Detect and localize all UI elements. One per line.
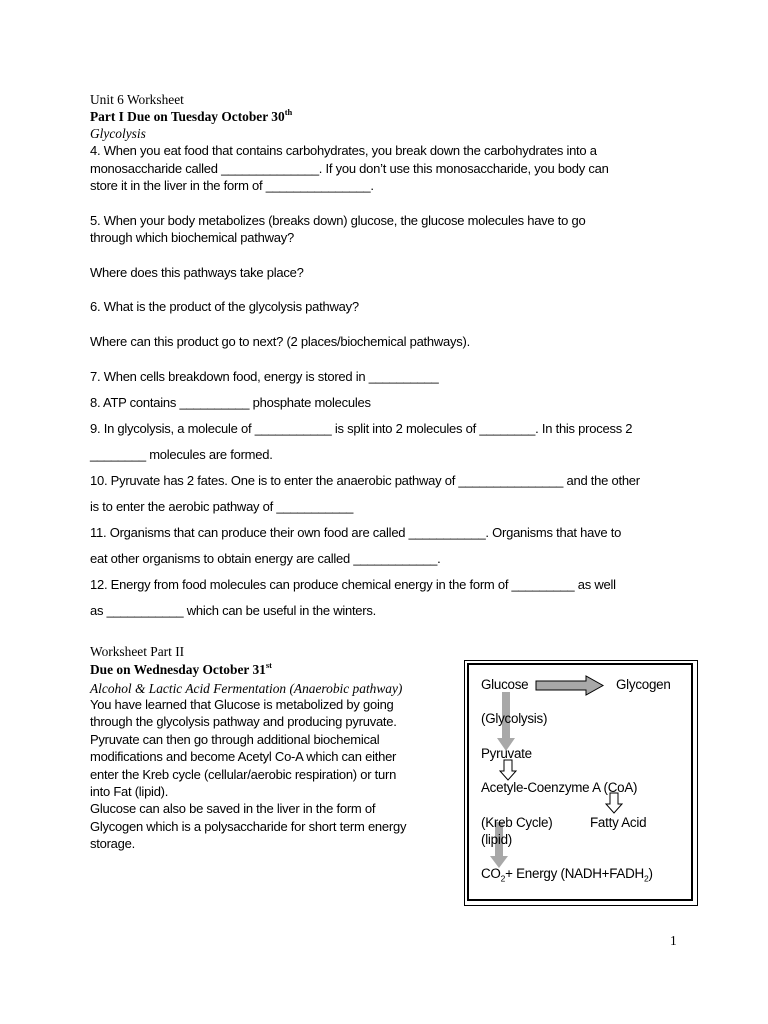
- paragraph-line: Glycogen which is a polysaccharide for short term energy: [90, 818, 407, 834]
- q4-line2: monosaccharide called ______________. If you don’t use this monosaccharide, you body can: [90, 161, 609, 176]
- diagram-lipid-label: (lipid): [481, 832, 512, 847]
- fadh-sub: 2: [643, 873, 649, 884]
- q11-line1: 11. Organisms that can produce their own food are called ___________. Organisms that have to: [90, 525, 622, 540]
- co2-sub: 2: [500, 873, 506, 884]
- paragraph-line: enter the Kreb cycle (cellular/aerobic respiration) or turn: [90, 766, 397, 782]
- diagram-glucose-label: Glucose: [481, 677, 529, 692]
- paragraph-line: into Fat (lipid).: [90, 784, 169, 800]
- paragraph-line: modifications and become Acetyl Co-A which can either: [90, 749, 397, 765]
- q5-line2: through which biochemical pathway?: [90, 230, 294, 245]
- arrow-pyruvate-to-acetyl-icon: [500, 760, 516, 780]
- part2-due-text: Due on Wednesday October 31: [90, 662, 266, 677]
- co2-end: ): [648, 866, 653, 881]
- page-number: 1: [670, 933, 677, 948]
- diagram-co2-energy-label: [481, 866, 653, 884]
- q12-line1: 12. Energy from food molecules can produce chemical energy in the form of _________ as well: [90, 577, 616, 592]
- q12-line2: as ___________ which can be useful in the winters.: [90, 603, 376, 618]
- paragraph-line: Glucose can also be saved in the liver in the form of: [90, 801, 376, 817]
- diagram-glycolysis-label: (Glycolysis): [481, 711, 548, 726]
- q4-line1: 4. When you eat food that contains carbohydrates, you break down the carbohydrates into a: [90, 143, 597, 158]
- arrow-glucose-to-glycogen-icon: [536, 676, 603, 695]
- q10-line1: 10. Pyruvate has 2 fates. One is to enter the anaerobic pathway of _______________ and the other: [90, 473, 640, 488]
- co2-mid: + Energy (NADH+FADH: [505, 866, 644, 881]
- diagram-pyruvate-label: Pyruvate: [481, 746, 532, 761]
- q9-line2: ________ molecules are formed.: [90, 447, 273, 462]
- diagram-kreb-cycle-label: (Kreb Cycle): [481, 815, 553, 830]
- q5-followup: Where does this pathways take place?: [90, 265, 304, 280]
- q7: 7. When cells breakdown food, energy is stored in __________: [90, 369, 439, 384]
- paragraph-line: You have learned that Glucose is metabolized by going: [90, 697, 394, 712]
- q10-line2: is to enter the aerobic pathway of ___________: [90, 499, 354, 514]
- arrow-acetyl-to-fatty-acid-icon: [606, 793, 622, 813]
- q6-followup: Where can this product go to next? (2 places/biochemical pathways).: [90, 334, 470, 349]
- paragraph-line: through the glycolysis pathway and producing pyruvate.: [90, 714, 397, 730]
- co2-prefix: CO: [481, 866, 501, 881]
- diagram-fatty-acid-label: Fatty Acid: [590, 815, 647, 830]
- diagram-glycogen-label: Glycogen: [616, 677, 671, 692]
- paragraph-line: Pyruvate can then go through additional biochemical: [90, 731, 380, 747]
- section-glycolysis: Glycolysis: [90, 126, 146, 141]
- q6: 6. What is the product of the glycolysis pathway?: [90, 299, 359, 314]
- part1-due-sup: th: [284, 106, 293, 117]
- diagram-acetyl-coa-label: Acetyle-Coenzyme A (CoA): [481, 780, 638, 795]
- unit-title: Unit 6 Worksheet: [90, 92, 184, 107]
- part1-due-text: Part I Due on Tuesday October 30: [90, 109, 285, 124]
- q4-line3: store it in the liver in the form of _______________.: [90, 178, 374, 193]
- part2-section: Alcohol & Lactic Acid Fermentation (Anaerobic pathway): [90, 681, 403, 696]
- paragraph-line: storage.: [90, 836, 135, 852]
- part2-title: Worksheet Part II: [90, 644, 185, 659]
- q9-line1: 9. In glycolysis, a molecule of ___________ is split into 2 molecules of ________. In this process 2: [90, 421, 633, 436]
- q8: 8. ATP contains __________ phosphate molecules: [90, 395, 371, 410]
- q5-line1: 5. When your body metabolizes (breaks down) glucose, the glucose molecules have to go: [90, 213, 586, 228]
- q11-line2: eat other organisms to obtain energy are called ____________.: [90, 551, 441, 566]
- part2-due-sup: st: [265, 659, 272, 670]
